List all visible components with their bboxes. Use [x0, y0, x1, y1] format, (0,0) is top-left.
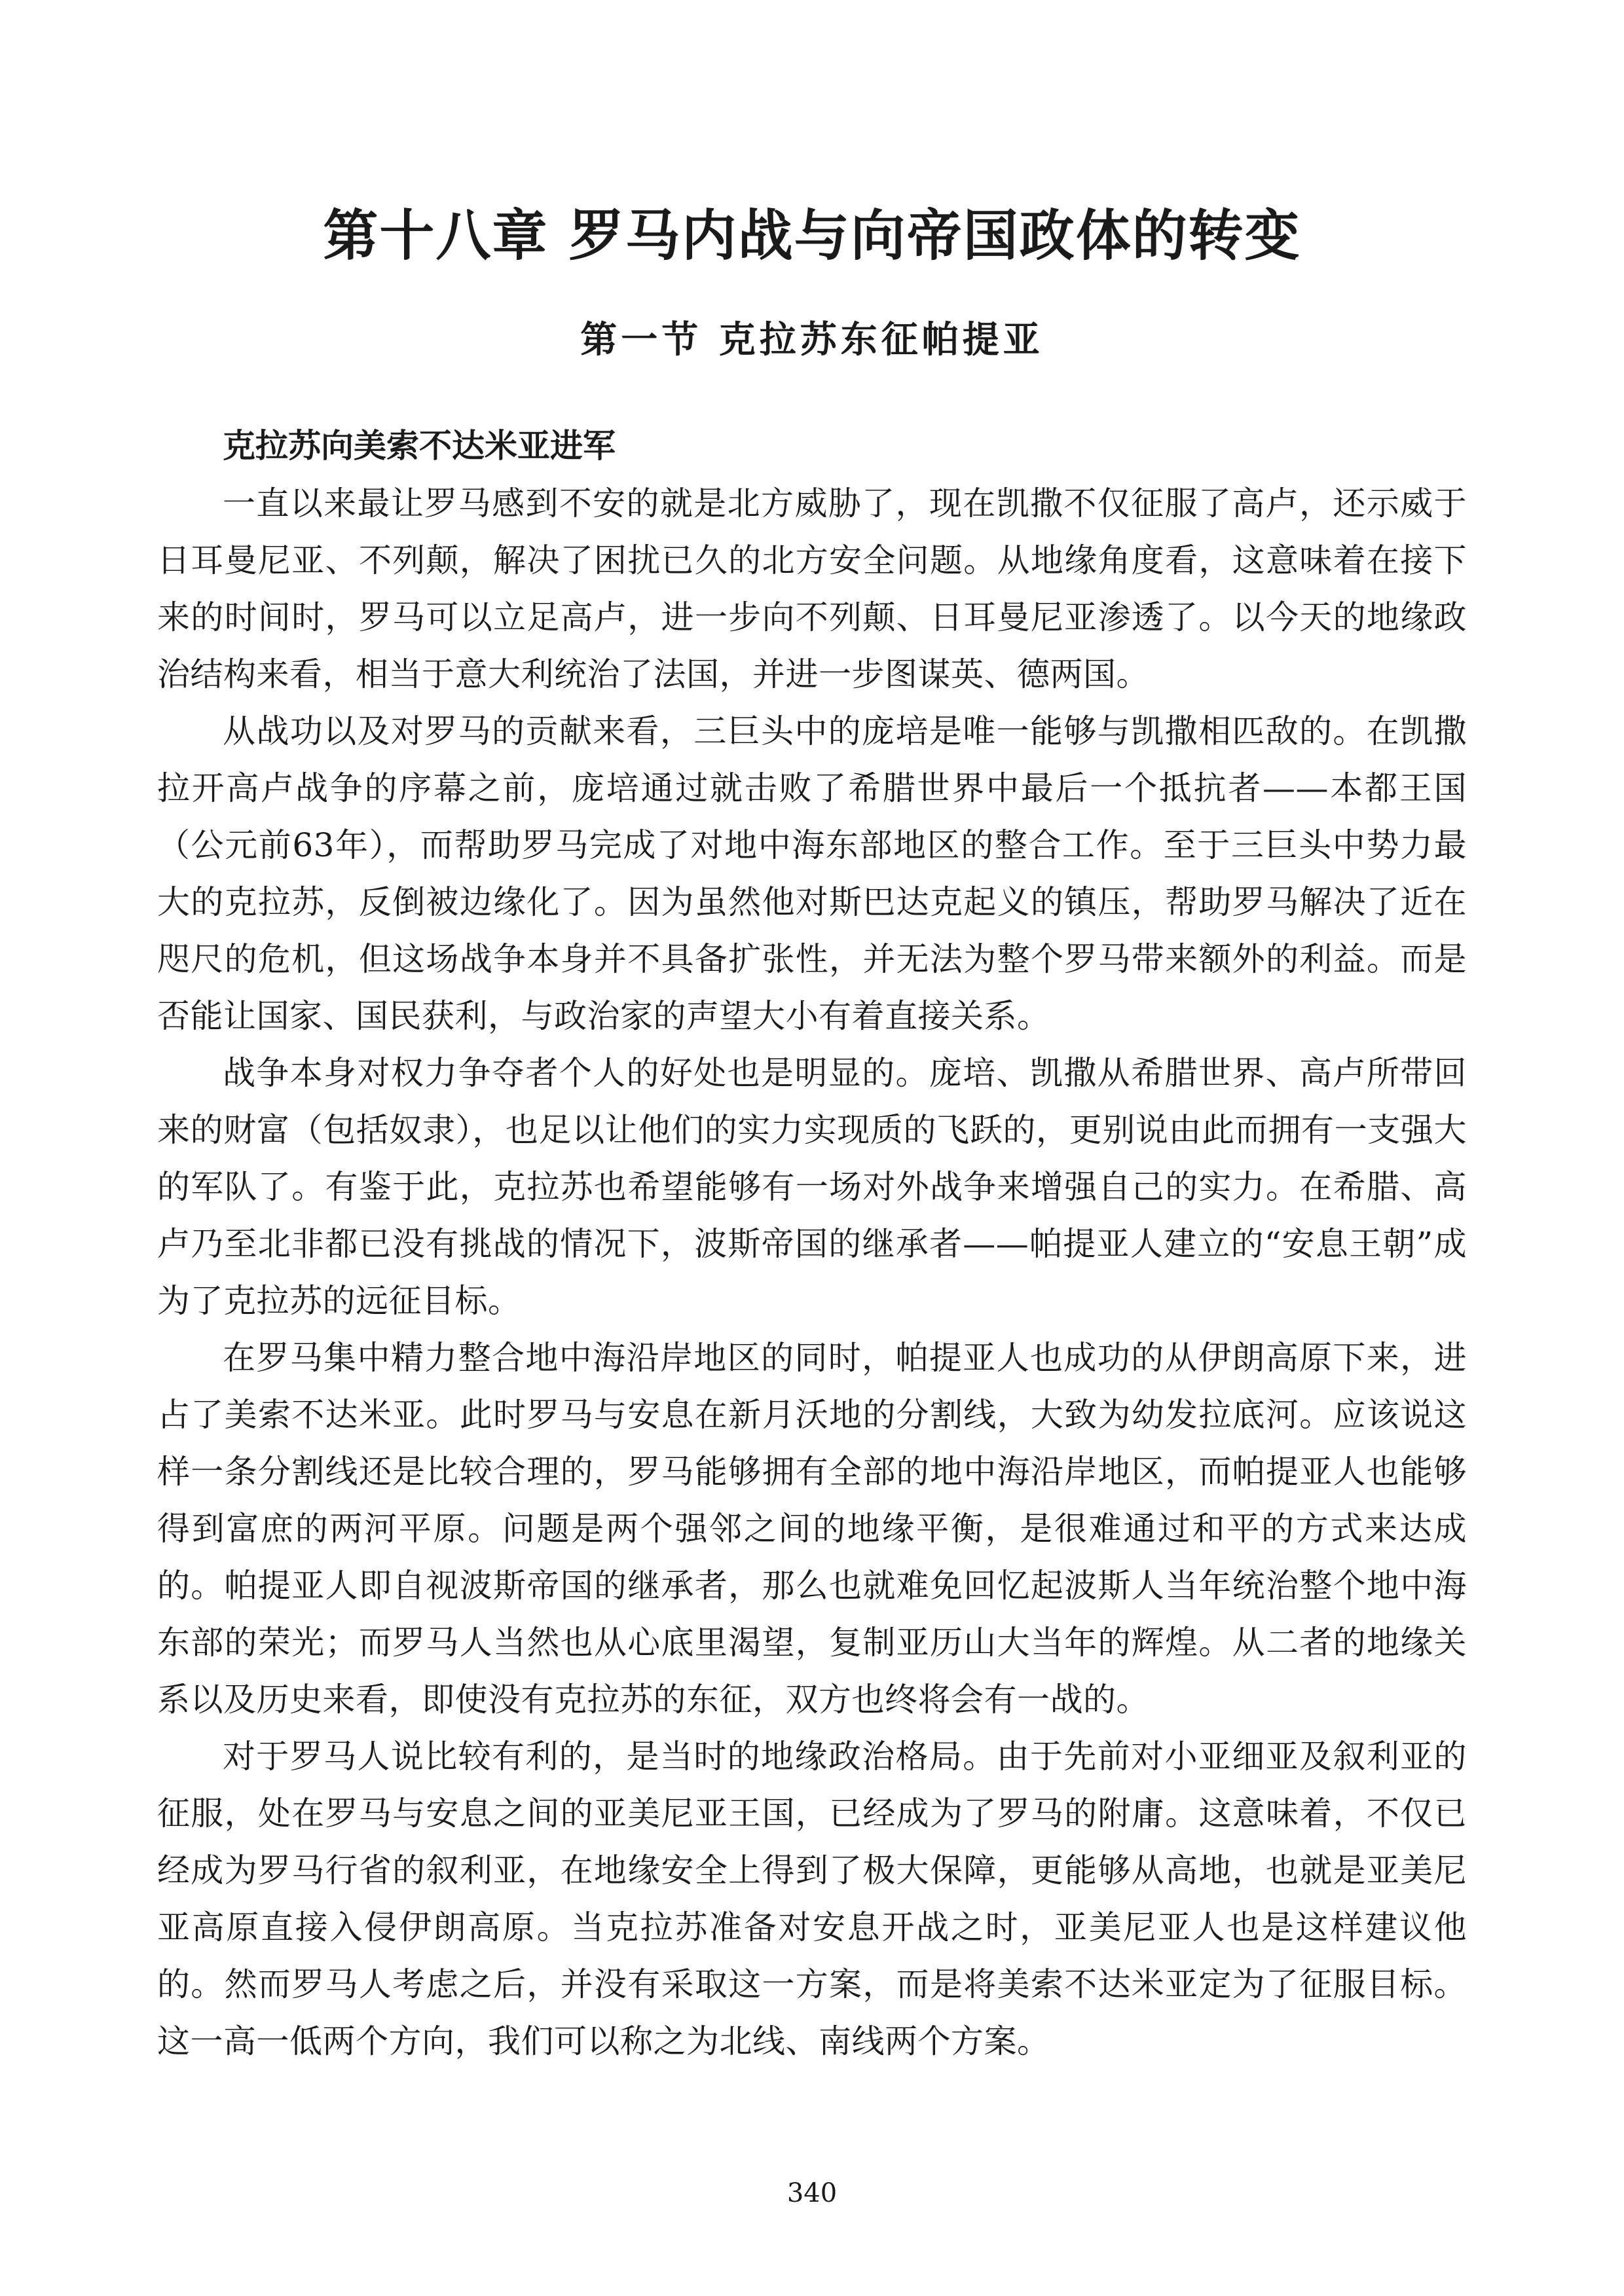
paragraph: 对于罗马人说比较有利的，是当时的地缘政治格局。由于先前对小亚细亚及叙利亚的征服，处在罗马与安息之间的亚美尼亚王国，已经成为了罗马的附庸。这意味着，不仅已经成为罗马行省的叙利亚，在地缘安全上得到了极大保障，更能够从高地，也就是亚美尼亚高原直接入侵伊朗高原。当克拉苏准备对安息开战之时，亚美尼亚人也是这样建议他的。然而罗马人考虑之后，并没有采取这一方案，而是将美索不达米亚定为了征服目标。这一高一低两个方向，我们可以称之为北线、南线两个方案。	[157, 1738, 1467, 2060]
body-text	[157, 416, 1467, 2070]
paragraph: 从战功以及对罗马的贡献来看，三巨头中的庞培是唯一能够与凯撒相匹敌的。在凯撒拉开高卢战争的序幕之前，庞培通过就击败了希腊世界中最后一个抵抗者——本都王国（公元前63年），而帮助罗马完成了对地中海东部地区的整合工作。至于三巨头中势力最大的克拉苏，反倒被边缘化了。因为虽然他对斯巴达克起义的镇压，帮助罗马解决了近在咫尺的危机，但这场战争本身并不具备扩张性，并无法为整个罗马带来额外的利益。而是否能让国家、国民获利，与政治家的声望大小有着直接关系。	[157, 712, 1467, 1035]
section-title: 第一节 克拉苏东征帕提亚	[580, 319, 1044, 361]
chapter-title: 第十八章 罗马内战与向帝国政体的转变	[323, 203, 1301, 268]
subheading: 克拉苏向美索不达米亚进军	[223, 427, 616, 465]
paragraph: 一直以来最让罗马感到不安的就是北方威胁了，现在凯撒不仅征服了高卢，还示威于日耳曼尼亚、不列颠，解决了困扰已久的北方安全问题。从地缘角度看，这意味着在接下来的时间时，罗马可以立足高卢，进一步向不列颠、日耳曼尼亚渗透了。以今天的地缘政治结构来看，相当于意大利统治了法国，并进一步图谋英、德两国。	[157, 484, 1467, 693]
paragraph: 在罗马集中精力整合地中海沿岸地区的同时，帕提亚人也成功的从伊朗高原下来，进占了美索不达米亚。此时罗马与安息在新月沃地的分割线，大致为幼发拉底河。应该说这样一条分割线还是比较合理的，罗马能够拥有全部的地中海沿岸地区，而帕提亚人也能够得到富庶的两河平原。问题是两个强邻之间的地缘平衡，是很难通过和平的方式来达成的。帕提亚人即自视波斯帝国的继承者，那么也就难免回忆起波斯人当年统治整个地中海东部的荣光；而罗马人当然也从心底里渴望，复制亚历山大当年的辉煌。从二者的地缘关系以及历史来看，即使没有克拉苏的东征，双方也终将会有一战的。	[157, 1339, 1467, 1719]
paragraph: 战争本身对权力争夺者个人的好处也是明显的。庞培、凯撒从希腊世界、高卢所带回来的财富（包括奴隶），也足以让他们的实力实现质的飞跃的，更别说由此而拥有一支强大的军队了。有鉴于此，克拉苏也希望能够有一场对外战争来增强自己的实力。在希腊、高卢乃至北非都已没有挑战的情况下，波斯帝国的继承者——帕提亚人建立的“安息王朝”成为了克拉苏的远征目标。	[157, 1054, 1467, 1320]
page-number: 340	[786, 2178, 838, 2208]
